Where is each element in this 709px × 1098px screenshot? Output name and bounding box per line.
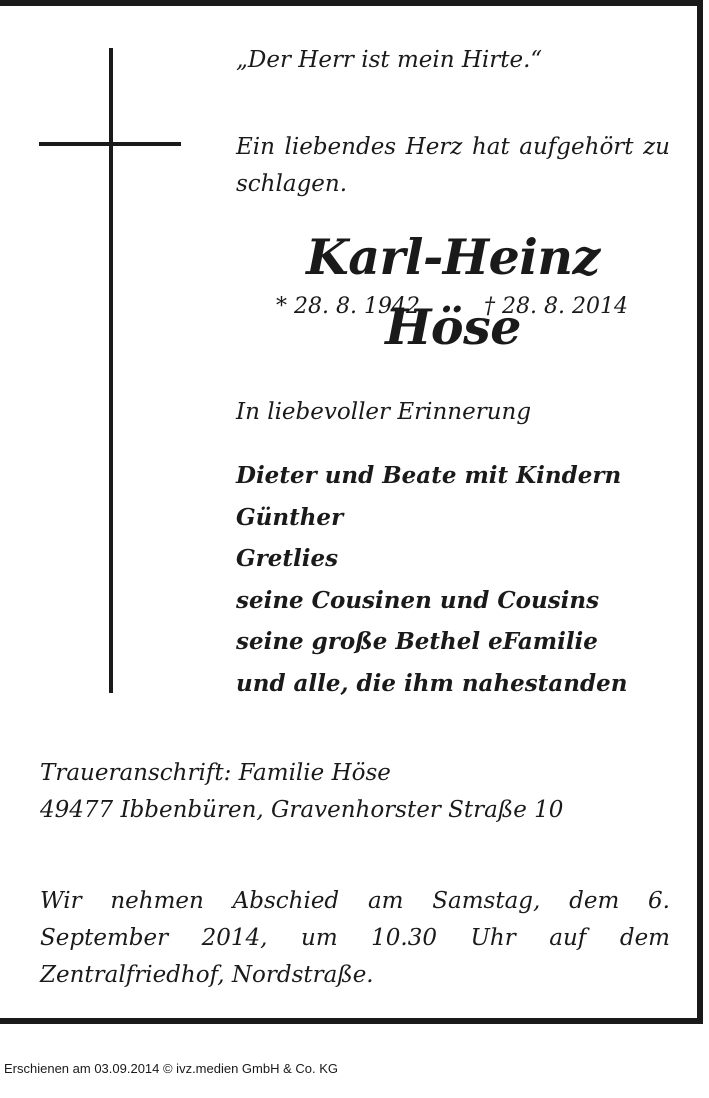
heart-sentence: Ein liebendes Herz hat aufgehört zu schlagen. <box>236 134 670 197</box>
mourner-item: und alle, die ihm nahestanden <box>236 669 628 697</box>
address-street: 49477 Ibbenbüren, Gravenhorster Straße 10 <box>40 797 564 823</box>
publication-footer: Erschienen am 03.09.2014 © ivz.medien GmbH & Co. KG <box>4 1061 339 1076</box>
deceased-name: Karl-Heinz Höse <box>306 228 600 356</box>
psalm-quote: „Der Herr ist mein Hirte.“ <box>236 47 543 73</box>
mourner-item: seine Cousinen und Cousins <box>236 586 600 614</box>
address-contact: Traueranschrift: Familie Höse <box>40 760 391 786</box>
mourners-list <box>236 455 627 705</box>
cross-icon-crossbar <box>39 142 181 146</box>
mourner-item: Günther <box>236 503 344 531</box>
farewell-notice: Wir nehmen Abschied am Samstag, dem 6. September 2014, um 10.30 Uhr auf dem Zentralfriedhof, Nordstraße. <box>40 888 670 988</box>
birth-date: * 28. 8. 1942 <box>276 294 420 319</box>
mourner-item: seine große Bethel eFamilie <box>236 628 598 656</box>
memory-line: In liebevoller Erinnerung <box>236 399 532 425</box>
death-date: † 28. 8. 2014 <box>484 294 628 319</box>
mourner-item: Dieter und Beate mit Kindern <box>236 462 622 489</box>
mourner-item: Gretlies <box>236 545 339 573</box>
mourning-address <box>40 755 563 829</box>
